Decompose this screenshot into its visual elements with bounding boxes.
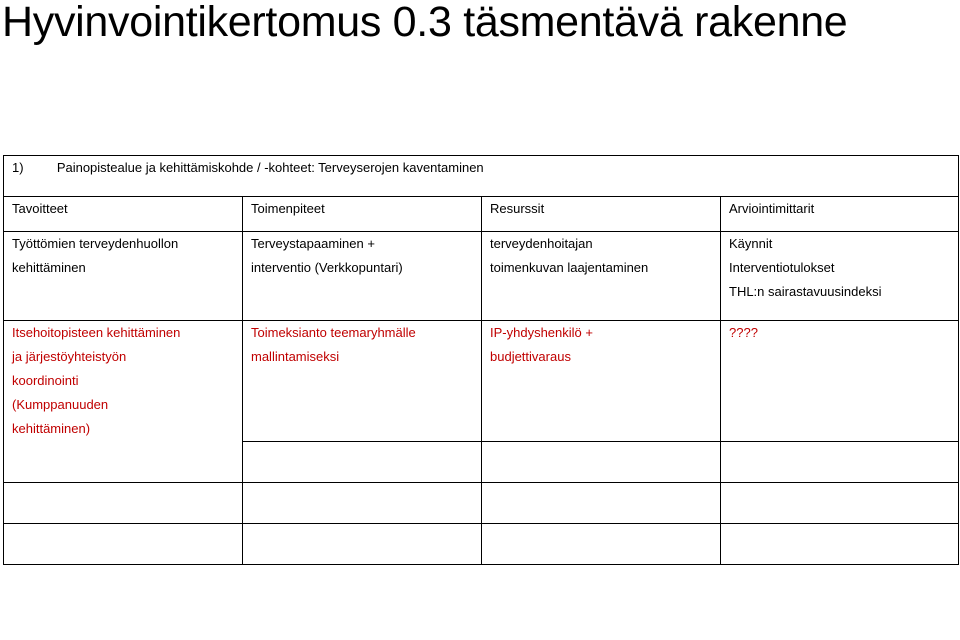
header-cell-resurssit: Resurssit [482, 197, 721, 232]
table-cell [482, 232, 721, 321]
header-row [4, 197, 959, 232]
cell-line: mallintamiseksi [251, 349, 340, 364]
table-cell [482, 321, 721, 442]
table-cell-empty [721, 441, 959, 482]
cell-line: Itsehoitopisteen kehittäminen [12, 325, 181, 340]
section-number: 1) [12, 160, 24, 175]
table-cell [4, 232, 243, 321]
table-row-empty [4, 441, 959, 482]
table-cell [721, 321, 959, 442]
table-cell-empty [482, 441, 721, 482]
table-row-empty [4, 482, 959, 523]
table-cell [4, 321, 243, 442]
cell-line: kehittäminen [12, 260, 86, 275]
header-cell-tavoitteet: Tavoitteet [4, 197, 243, 232]
table-row [4, 321, 959, 442]
cell-line: Käynnit [729, 236, 773, 251]
cell-line: budjettivaraus [490, 349, 571, 364]
cell-line: Työttömien terveydenhuollon [12, 236, 179, 251]
section-cell [4, 156, 959, 197]
table-cell-empty [482, 482, 721, 523]
cell-line: kehittäminen) [12, 421, 91, 436]
cell-line: Toimeksianto teemaryhmälle [251, 325, 416, 340]
cell-line: ???? [729, 325, 758, 340]
table-cell-empty [243, 523, 482, 564]
table-cell-empty [482, 523, 721, 564]
cell-line: THL:n sairastavuusindeksi [729, 284, 882, 299]
table-cell-empty [4, 441, 243, 482]
cell-line: Terveystapaaminen + [251, 236, 375, 251]
table-row-empty [4, 523, 959, 564]
table-cell-empty [721, 482, 959, 523]
table-cell-empty [4, 523, 243, 564]
cell-line: Interventiotulokset [729, 260, 835, 275]
table-cell-empty [721, 523, 959, 564]
section-row [4, 156, 959, 197]
cell-line: terveydenhoitajan [490, 236, 593, 251]
table-cell [721, 232, 959, 321]
table-cell-empty [4, 482, 243, 523]
table-cell [243, 321, 482, 442]
section-text: Painopistealue ja kehittämiskohde / -kohteet: Terveyserojen kaventaminen [56, 160, 484, 175]
header-cell-toimenpiteet: Toimenpiteet [243, 197, 482, 232]
table-cell-empty [243, 441, 482, 482]
header-cell-arviointimittarit: Arviointimittarit [721, 197, 959, 232]
plan-table [3, 155, 959, 565]
cell-line: ja järjestöyhteistyön [12, 349, 127, 364]
cell-line: (Kumppanuuden [12, 397, 109, 412]
cell-line: IP-yhdyshenkilö + [490, 325, 593, 340]
table-row [4, 232, 959, 321]
table-cell [243, 232, 482, 321]
cell-line: koordinointi [12, 373, 79, 388]
table-cell-empty [243, 482, 482, 523]
page-title: Hyvinvointikertomus 0.3 täsmentävä rakenne [2, 0, 848, 46]
cell-line: interventio (Verkkopuntari) [251, 260, 403, 275]
cell-line: toimenkuvan laajentaminen [490, 260, 649, 275]
